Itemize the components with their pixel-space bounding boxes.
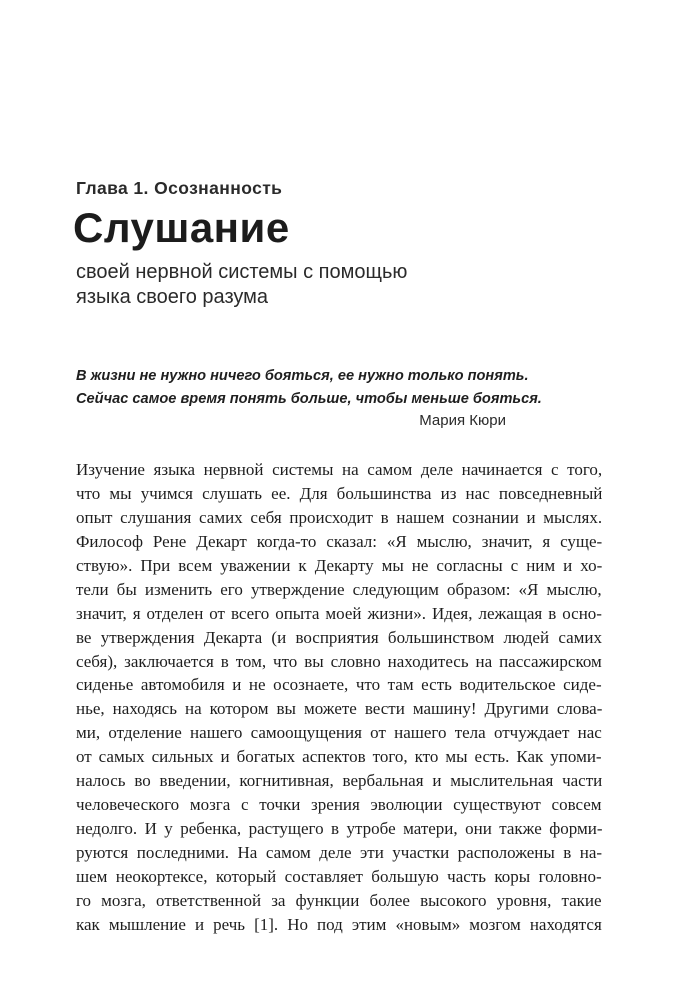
body-line: сиденье автомобиля и не осознаете, что там есть водительское сиде- xyxy=(76,675,602,695)
body-line: шем неокортексе, который составляет большую часть коры головно- xyxy=(76,866,602,886)
body-line: значит, я отделен от всего опыта моей жизни». Идея, лежащая в осно- xyxy=(76,603,602,623)
epigraph-line: В жизни не нужно ничего бояться, ее нужно только понять. xyxy=(76,368,529,384)
epigraph-line: Сейчас самое время понять больше, чтобы меньше бояться. xyxy=(76,391,542,407)
subtitle-line: своей нервной системы с помощью xyxy=(76,261,408,283)
body-line: как мышление и речь [1]. Но под этим «новым» мозгом находятся xyxy=(76,914,602,934)
body-line: ве утверждения Декарта (и восприятия большинством людей самих xyxy=(76,627,602,647)
body-line: опыт слушания самих себя происходит в нашем сознании и мыслях. xyxy=(76,507,602,527)
subtitle-line: языка своего разума xyxy=(76,286,269,308)
body-line: ствую». При всем уважении к Декарту мы не согласны с ним и хо- xyxy=(76,555,602,575)
body-line: го мозга, ответственной за функции более высокого уровня, такие xyxy=(76,890,602,910)
body-line: налось во введении, когнитивная, вербальная и мыслительная части xyxy=(76,771,602,791)
body-line: ми, отделение нашего самоощущения от нашего тела отчуждает нас xyxy=(76,723,602,743)
body-line: нье, находясь на котором вы можете вести машину! Другими слова- xyxy=(76,699,602,719)
body-line: недолго. И у ребенка, растущего в утробе матери, они также форми- xyxy=(76,819,602,839)
chapter-subtitle xyxy=(76,260,407,310)
body-line: тели бы изменить его утверждение следующим образом: «Я мыслю, xyxy=(76,579,602,599)
epigraph-quote xyxy=(76,365,542,411)
body-line: что мы учимся слушать ее. Для большинства из нас повседневный xyxy=(76,483,602,503)
body-paragraph xyxy=(76,458,602,937)
body-line: Изучение языка нервной системы на самом деле начинается с того, xyxy=(76,460,602,479)
chapter-label: Глава 1. Осознанность xyxy=(76,178,283,198)
body-line: от самых сильных и богатых аспектов того, кто мы есть. Как упоми- xyxy=(76,747,602,767)
chapter-title: Слушание xyxy=(73,204,290,251)
body-line: себя), заключается в том, что вы словно находитесь на пассажирском xyxy=(76,651,602,671)
body-line: Философ Рене Декарт когда-то сказал: «Я мыслю, значит, я суще- xyxy=(76,531,602,551)
epigraph-author: Мария Кюри xyxy=(419,412,506,429)
body-line: руются последними. На самом деле эти участки расположены в на- xyxy=(76,843,602,862)
body-line: человеческого мозга с точки зрения эволюции существуют совсем xyxy=(76,795,602,815)
